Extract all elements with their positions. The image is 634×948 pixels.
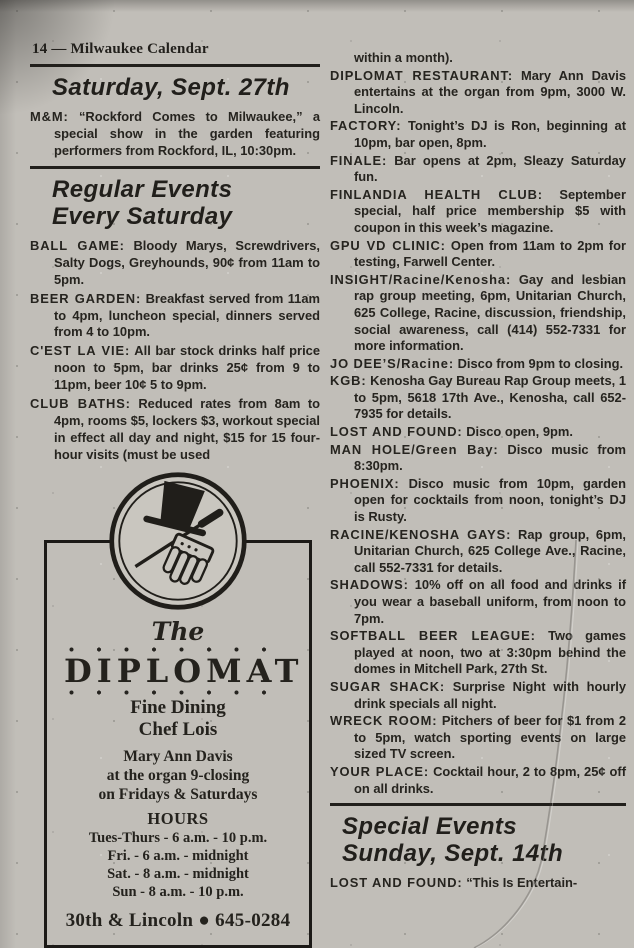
heading-line: Special Events (342, 813, 518, 841)
event-name: C'EST LA VIE: (30, 343, 131, 359)
event-entry (330, 187, 626, 237)
event-entry (330, 875, 626, 892)
ad-organist-block (59, 747, 297, 804)
section-divider (30, 64, 320, 67)
ad-hours-title: HOURS (147, 808, 209, 828)
event-details: September special, half price membership $5 with coupon in this week’s magazine. (354, 186, 626, 235)
event-entry (330, 628, 626, 678)
event-details: 10% off on all food and drinks if you wear a baseball uniform, from noon to 7pm. (354, 577, 626, 626)
event-name: BEER GARDEN: (30, 290, 142, 306)
left-column (30, 40, 320, 948)
event-details: Kenosha Gay Bureau Rap Group meets, 1 to 5pm, 5618 17th Ave., Kenosha, call 652-7935 for details. (354, 373, 626, 422)
event-entry (330, 577, 626, 627)
event-entry (30, 238, 320, 289)
diplomat-ad (44, 470, 312, 948)
section-divider (330, 803, 626, 806)
event-entry (30, 396, 320, 464)
ad-organist-days: on Fridays & Saturdays (98, 785, 258, 803)
event-entry (330, 153, 626, 186)
event-details: Disco open, 9pm. (466, 424, 573, 440)
event-entry (330, 238, 626, 271)
event-details: Cocktail hour, 2 to 8pm, 25¢ off on all drinks. (354, 763, 626, 796)
heading-line: Sunday, Sept. 14th (342, 839, 564, 867)
ad-organist-name: Mary Ann Davis (123, 747, 233, 765)
event-details: Pitchers of beer for $1 from 2 to 5pm, watch sporting events on large sized TV screen. (354, 713, 627, 762)
event-name: LOST AND FOUND: (330, 424, 463, 440)
regular-events-entries (30, 238, 320, 464)
event-name: LOST AND FOUND: (330, 874, 463, 890)
event-name: SHADOWS: (330, 577, 409, 593)
special-events-entries (330, 875, 626, 892)
section-heading-special-events (330, 814, 626, 867)
top-hat-cane-glove-icon (107, 470, 249, 612)
event-details: Bar opens at 2pm, Sleazy Saturday fun. (354, 152, 626, 185)
ad-hours-list (59, 829, 297, 901)
section-heading-regular-events (30, 177, 320, 230)
event-entry (330, 442, 626, 475)
club-baths-continuation: within a month). (354, 50, 453, 65)
event-details: “Rockford Comes to Milwaukee,” a special show in the garden featuring performers from Rockford, IL, 10:30pm. (54, 109, 320, 159)
event-name: GPU VD CLINIC: (330, 237, 446, 253)
event-entry (330, 527, 626, 577)
event-name: M&M: (30, 109, 69, 125)
heading-line: Regular Events (52, 176, 233, 204)
event-entry (30, 109, 320, 160)
ad-organist-times: at the organ 9-closing (106, 766, 250, 784)
page-header: 14 — Milwaukee Calendar (32, 41, 209, 57)
event-name: KGB: (330, 373, 367, 389)
event-name: INSIGHT/Racine/Kenosha: (330, 271, 512, 287)
event-entry (330, 424, 626, 441)
ad-restaurant-name: DIPLOMAT (64, 651, 304, 690)
event-name: CLUB BATHS: (30, 396, 131, 412)
ad-fine-dining: Fine Dining (130, 696, 226, 718)
event-name: RACINE/KENOSHA GAYS: (330, 526, 512, 542)
right-column (330, 50, 626, 893)
event-details: “This Is Entertain- (466, 874, 578, 890)
event-name: WRECK ROOM: (330, 713, 438, 729)
event-name: YOUR PLACE: (330, 763, 430, 779)
event-entry (30, 343, 320, 394)
section-heading-saturday: Saturday, Sept. 27th (52, 74, 290, 101)
event-entry (330, 476, 626, 526)
event-entry (30, 291, 320, 342)
event-entry (330, 356, 626, 373)
event-entry (330, 679, 626, 712)
event-details: Open from 11am to 2pm for testing, Farwell Center. (354, 237, 626, 270)
event-details: Gay and lesbian rap group meeting, 6pm, Unitarian Church, 625 College, Racine, discussion, friendship, social awareness, call (414) 552-7331 for more information. (354, 271, 626, 354)
ornament-dots-bottom (69, 690, 287, 695)
event-details: Bloody Marys, Screwdrivers, Salty Dogs, Greyhounds, 90¢ from 11am to 5pm. (54, 237, 320, 287)
ad-hours-line: Tues-Thurs - 6 a.m. - 10 p.m. (88, 829, 268, 846)
ornament-dots-top (69, 647, 287, 652)
event-entry (330, 68, 626, 118)
event-details: Rap group, 6pm, Unitarian Church, 625 College Ave., Racine, call 552-7331 for details. (354, 526, 626, 575)
event-details: Surprise Night with hourly drink specials all night. (354, 678, 626, 711)
event-details: Two games played at noon, two at 3:30pm behind the domes in Mitchell Park, 27th St. (354, 628, 626, 677)
ad-hours-line: Fri. - 6 a.m. - midnight (107, 847, 249, 864)
event-details: All bar stock drinks half price noon to 5pm, bar drinks 25¢ from 9 to 11pm, beer 10¢ 5 to 9pm. (54, 343, 320, 393)
ad-chef-lois: Chef Lois (138, 718, 218, 740)
heading-line: Every Saturday (52, 202, 233, 230)
event-entry (330, 118, 626, 151)
event-details: Reduced rates from 8am to 4pm, rooms $5, lockers $3, workout special in effect all day and night, $15 for 15 four-hour visits (must be used (54, 396, 320, 462)
saturday-right-entries (330, 68, 626, 798)
event-name: BALL GAME: (30, 237, 125, 253)
event-name: PHOENIX: (330, 475, 400, 491)
event-details: Disco music from 10pm, garden open for cocktails from noon, tonight’s DJ is Rusty. (354, 475, 626, 525)
ad-address-phone: 30th & Lincoln ● 645-0284 (65, 909, 291, 931)
event-details: Disco music from 8:30pm. (354, 441, 626, 474)
event-name: FACTORY: (330, 118, 402, 134)
ad-the: The (151, 616, 205, 646)
saturday-entries (30, 109, 320, 160)
event-details: Disco from 9pm to closing. (457, 355, 624, 371)
event-name: SUGAR SHACK: (330, 678, 446, 694)
ad-hours-line: Sun - 8 a.m. - 10 p.m. (112, 883, 244, 900)
event-details: Tonight’s DJ is Ron, beginning at 10pm, bar open, 8pm. (354, 118, 627, 150)
event-name: SOFTBALL BEER LEAGUE: (330, 628, 536, 644)
event-entry (330, 713, 626, 763)
event-details: Breakfast served from 11am to 4pm, luncheon special, dinners served from 4 to 10pm. (54, 290, 320, 340)
section-divider (30, 166, 320, 169)
event-entry (330, 764, 626, 797)
event-name: MAN HOLE/Green Bay: (330, 441, 499, 457)
event-name: FINALE: (330, 152, 388, 168)
event-entry (330, 272, 626, 355)
ad-hours-line: Sat. - 8 a.m. - midnight (107, 865, 249, 882)
event-name: FINLANDIA HEALTH CLUB: (330, 186, 543, 202)
event-name: JO DEE’S/Racine: (330, 355, 455, 371)
event-entry (330, 373, 626, 423)
event-name: DIPLOMAT RESTAURANT: (330, 67, 514, 83)
event-details: Mary Ann Davis entertains at the organ from 9pm, 3000 W. Lincoln. (354, 67, 626, 116)
